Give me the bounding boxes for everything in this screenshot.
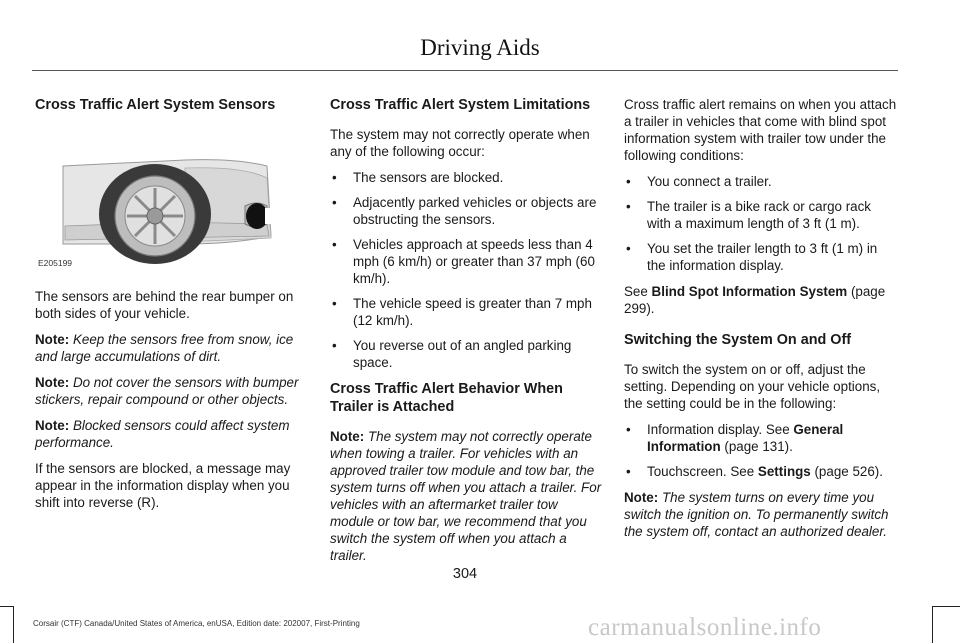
bullet-glyph: •: [626, 464, 631, 479]
figure-id: E205199: [38, 258, 73, 268]
section-heading-limitations: Cross Traffic Alert System Limitations: [330, 97, 591, 113]
note-snow-ice: [35, 331, 307, 365]
crop-mark-left-horizontal: [0, 606, 14, 607]
bullet-glyph: •: [332, 237, 337, 252]
trailer-conditions-list: [624, 173, 898, 274]
rear-bumper-image: [35, 126, 307, 276]
note-blocked-sensors: [35, 417, 307, 451]
bullet-glyph: •: [332, 338, 337, 353]
note-text: The system turns on every time you switch the ignition on. To permanently switch the system off, contact an authorized dealer.: [624, 490, 889, 539]
list-item-text: You reverse out of an angled parking space.: [353, 338, 572, 370]
list-item-prefix: Information display. See: [647, 422, 794, 437]
list-item-text: The trailer is a bike rack or cargo rack with a maximum length of 3 ft (1 m).: [647, 199, 871, 231]
note-label: Note:: [35, 375, 70, 390]
general-information-link[interactable]: General Information: [647, 422, 844, 454]
bullet-glyph: •: [626, 241, 631, 256]
bullet-glyph: •: [332, 195, 337, 210]
section-heading-sensors: Cross Traffic Alert System Sensors: [35, 97, 276, 113]
list-item: [330, 337, 602, 371]
note-text: Keep the sensors free from snow, ice and large accumulations of dirt.: [35, 332, 294, 364]
section-heading-switching: Switching the System On and Off: [624, 332, 852, 348]
list-item-text: You connect a trailer.: [647, 174, 772, 189]
sensor-illustration: [35, 126, 307, 276]
note-trailer: [330, 428, 602, 564]
see-reference: [624, 283, 898, 317]
note-label: Note:: [35, 332, 70, 347]
list-item-text: The vehicle speed is greater than 7 mph (12 km/h).: [353, 296, 592, 328]
list-item: [624, 240, 898, 274]
switching-text: To switch the system on or off, adjust the setting. Depending on your vehicle options, the setting could be in the following:: [624, 362, 881, 411]
chapter-title: Driving Aids: [420, 35, 540, 60]
list-item-suffix: (page 526).: [810, 464, 883, 479]
list-item-text: You set the trailer length to 3 ft (1 m) in the information display.: [647, 241, 878, 273]
trailer-conditions-intro: Cross traffic alert remains on when you attach a trailer in vehicles that come with blind spot information system with trailer tow under the following conditions:: [624, 97, 897, 163]
see-prefix: See: [624, 284, 652, 299]
crop-mark-right-vertical: [932, 606, 933, 643]
bullet-glyph: •: [332, 170, 337, 185]
list-item-prefix: Touchscreen. See: [647, 464, 758, 479]
column-3: [624, 96, 898, 549]
list-item-text: The sensors are blocked.: [353, 170, 504, 185]
edition-footer: Corsair (CTF) Canada/United States of America, enUSA, Edition date: 202007, First-Printing: [33, 619, 360, 628]
page-number: 304: [452, 566, 478, 582]
list-item-text: Adjacently parked vehicles or objects are obstructing the sensors.: [353, 195, 597, 227]
blind-spot-reference-link[interactable]: Blind Spot Information System: [651, 284, 848, 299]
column-1: [35, 96, 307, 520]
note-text: Do not cover the sensors with bumper stickers, repair compound or other objects.: [35, 375, 299, 407]
note-text: Blocked sensors could affect system performance.: [35, 418, 290, 450]
list-item: [330, 236, 602, 287]
list-item: [624, 463, 898, 480]
list-item: [330, 169, 602, 186]
note-text: The system may not correctly operate when towing a trailer. For vehicles with an approved trailer tow module and tow bar, the system turns off when you attach a trailer. For vehicles with an aftermarket trailer tow module or tow bar, we recommend that you switch the system off when you attach a trailer.: [330, 429, 602, 563]
list-item: [624, 173, 898, 190]
bullet-glyph: •: [626, 422, 631, 437]
list-item-suffix: (page 131).: [720, 439, 793, 454]
settings-link[interactable]: Settings: [757, 464, 811, 479]
bullet-glyph: •: [626, 199, 631, 214]
note-bumper-stickers: [35, 374, 307, 408]
watermark: carmanualsonline.info: [588, 614, 822, 641]
limitations-intro: The system may not correctly operate when any of the following occur:: [330, 127, 590, 159]
list-item: [624, 421, 898, 455]
header-rule: [32, 70, 898, 71]
bullet-glyph: •: [332, 296, 337, 311]
sensor-location-text: The sensors are behind the rear bumper on both sides of your vehicle.: [35, 289, 294, 321]
bullet-glyph: •: [626, 174, 631, 189]
limitations-list: [330, 169, 602, 371]
note-label: Note:: [330, 429, 365, 444]
note-ignition: [624, 489, 898, 540]
note-label: Note:: [35, 418, 70, 433]
list-item: [624, 198, 898, 232]
note-label: Note:: [624, 490, 659, 505]
blocked-message-text: If the sensors are blocked, a message may appear in the information display when you shift into reverse (R).: [35, 461, 291, 510]
column-2: [330, 96, 602, 573]
crop-mark-right-horizontal: [932, 606, 960, 607]
crop-mark-left-vertical: [13, 606, 14, 643]
list-item: [330, 194, 602, 228]
list-item: [330, 295, 602, 329]
settings-location-list: [624, 421, 898, 480]
see-suffix: (page 299).: [624, 284, 886, 316]
list-item-text: Vehicles approach at speeds less than 4 mph (6 km/h) or greater than 37 mph (60 km/h).: [353, 237, 595, 286]
section-heading-trailer-behavior: Cross Traffic Alert Behavior When Trailer is Attached: [330, 381, 563, 415]
